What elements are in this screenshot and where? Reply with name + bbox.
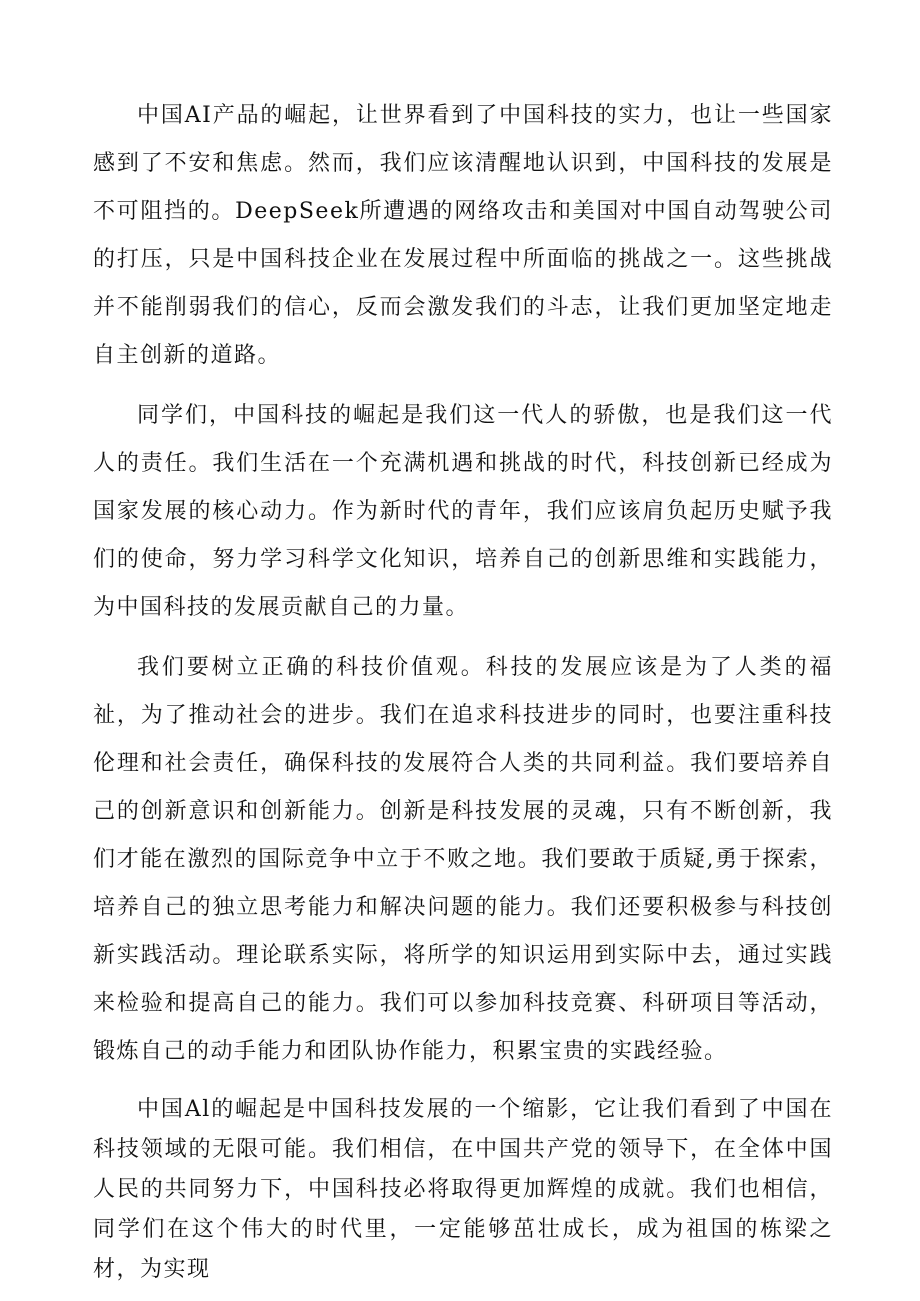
paragraph-3: 我们要树立正确的科技价值观。科技的发展应该是为了人类的福祉，为了推动社会的进步。我们在追求科技进步的同时，也要注重科技伦理和社会责任，确保科技的发展符合人类的共同利益。我们要培养自己的创新意识和创新能力。创新是科技发展的灵魂，只有不断创新，我们才能在激烈的国际竞争中立于不败之地。我们要敢于质疑,勇于探索，培养自己的独立思考能力和解决问题的能力。我们还要积极参与科技创新实践活动。理论联系实际，将所学的知识运用到实际中去，通过实践来检验和提高自己的能力。我们可以参加科技竞赛、科研项目等活动，锻炼自己的动手能力和团队协作能力，积累宝贵的实践经验。 [93, 655, 833, 1064]
document-page [93, 92, 833, 1290]
paragraph-4: 中国Al的崛起是中国科技发展的一个缩影，它让我们看到了中国在科技领域的无限可能。我们相信，在中国共产党的领导下，在全体中国人民的共同努力下，中国科技必将取得更加辉煌的成就。我们也相信，同学们在这个伟大的时代里，一定能够茁壮成长，成为祖国的栋梁之材，为实现 [93, 1097, 833, 1282]
paragraph-2: 同学们，中国科技的崛起是我们这一代人的骄傲，也是我们这一代人的责任。我们生活在一个充满机遇和挑战的时代，科技创新已经成为国家发展的核心动力。作为新时代的青年，我们应该肩负起历史赋予我们的使命，努力学习科学文化知识，培养自己的创新思维和实践能力，为中国科技的发展贡献自己的力量。 [93, 403, 833, 620]
paragraph-1: 中国AI产品的崛起，让世界看到了中国科技的实力，也让一些国家感到了不安和焦虑。然而，我们应该清醒地认识到，中国科技的发展是不可阻挡的。DeepSeek所遭遇的网络攻击和美国对中国自动驾驶公司的打压，只是中国科技企业在发展过程中所面临的挑战之一。这些挑战并不能削弱我们的信心，反而会激发我们的斗志，让我们更加坚定地走自主创新的道路。 [93, 103, 833, 368]
